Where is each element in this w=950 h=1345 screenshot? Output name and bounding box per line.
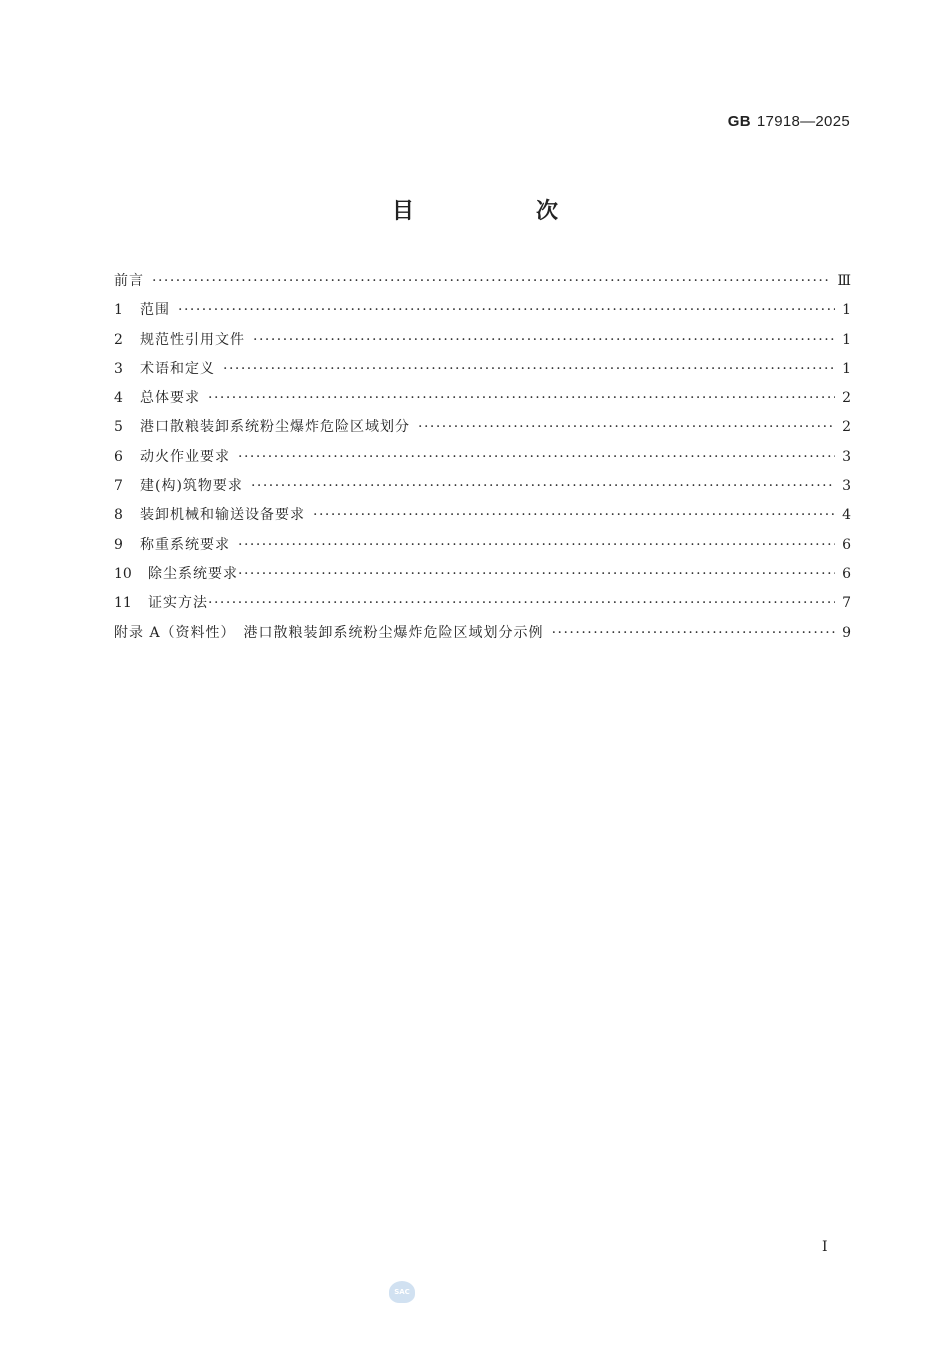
toc-entry-label: 前言 <box>114 273 144 289</box>
toc-leader-dots <box>223 361 835 377</box>
toc-leader-dots <box>418 419 835 435</box>
toc-entry-page: 3 <box>842 478 851 495</box>
toc-entry-9[interactable] <box>114 534 851 563</box>
page-number: Ⅰ <box>822 1239 828 1255</box>
toc-entry-number: 4 <box>114 390 123 407</box>
toc-entry-1[interactable] <box>114 299 851 328</box>
toc-entry-label: 装卸机械和输送设备要求 <box>140 507 305 524</box>
toc-leader-dots <box>238 537 835 553</box>
toc-entry-number: 5 <box>114 419 123 436</box>
toc-entry-label: 附录 A（资料性） 港口散粮装卸系统粉尘爆炸危险区域划分示例 <box>114 624 544 641</box>
toc-entry-annex-a[interactable] <box>114 622 851 651</box>
toc-entry-page: 9 <box>842 624 851 641</box>
toc-entry-number: 8 <box>114 507 123 524</box>
toc-entry-page: 6 <box>842 536 851 553</box>
toc-leader-dots <box>152 273 831 289</box>
toc-entry-10[interactable] <box>114 563 851 592</box>
toc-leader-dots <box>313 507 835 523</box>
toc-leader-dots <box>238 566 835 582</box>
toc-entry-page: 2 <box>842 419 851 436</box>
toc-entry-label: 动火作业要求 <box>140 448 230 465</box>
toc-entry-label: 证实方法 <box>148 595 208 612</box>
toc-entry-page: 1 <box>842 302 851 319</box>
toc-entry-page: 6 <box>842 565 851 582</box>
toc-entry-6[interactable] <box>114 446 851 475</box>
toc-leader-dots <box>178 302 835 318</box>
toc-entry-11[interactable] <box>114 592 851 621</box>
toc-leader-dots <box>238 449 835 465</box>
toc-entry-label: 称重系统要求 <box>140 536 230 553</box>
toc-entry-number: 3 <box>114 360 123 377</box>
toc-leader-dots <box>208 595 835 611</box>
toc-entry-page: 1 <box>842 331 851 348</box>
toc-entry-page: 1 <box>842 360 851 377</box>
sac-watermark-logo: SAC <box>389 1281 415 1303</box>
toc-entry-page: 7 <box>842 595 851 612</box>
toc-entry-page: Ⅲ <box>837 273 851 289</box>
table-of-contents <box>114 270 851 651</box>
page-title: 目 次 <box>391 199 608 224</box>
toc-leader-dots <box>208 390 835 406</box>
toc-entry-foreword[interactable] <box>114 270 851 299</box>
toc-entry-number: 6 <box>114 448 123 465</box>
toc-entry-number: 2 <box>114 331 123 348</box>
toc-entry-label: 范围 <box>140 302 170 319</box>
toc-leader-dots <box>251 478 835 494</box>
standard-number: 17918—2025 <box>756 113 850 130</box>
toc-entry-4[interactable] <box>114 387 851 416</box>
standard-code <box>728 113 850 130</box>
toc-entry-page: 3 <box>842 448 851 465</box>
toc-entry-label: 除尘系统要求 <box>148 565 238 582</box>
toc-entry-number: 7 <box>114 478 123 495</box>
toc-entry-number: 11 <box>114 595 132 612</box>
toc-leader-dots <box>552 625 835 641</box>
toc-entry-page: 2 <box>842 390 851 407</box>
toc-entry-number: 9 <box>114 536 123 553</box>
toc-entry-3[interactable] <box>114 358 851 387</box>
toc-entry-8[interactable] <box>114 504 851 533</box>
toc-entry-label: 总体要求 <box>140 390 200 407</box>
toc-entry-label: 规范性引用文件 <box>140 331 245 348</box>
toc-entry-label: 术语和定义 <box>140 360 215 377</box>
standard-prefix: GB <box>727 113 751 130</box>
toc-entry-2[interactable] <box>114 329 851 358</box>
toc-entry-page: 4 <box>842 507 851 524</box>
toc-leader-dots <box>253 332 835 348</box>
toc-entry-7[interactable] <box>114 475 851 504</box>
toc-entry-number: 10 <box>114 565 132 582</box>
toc-entry-label: 港口散粮装卸系统粉尘爆炸危险区域划分 <box>140 419 410 436</box>
toc-entry-5[interactable] <box>114 416 851 445</box>
toc-entry-label: 建(构)筑物要求 <box>140 478 243 495</box>
toc-entry-number: 1 <box>114 302 123 319</box>
